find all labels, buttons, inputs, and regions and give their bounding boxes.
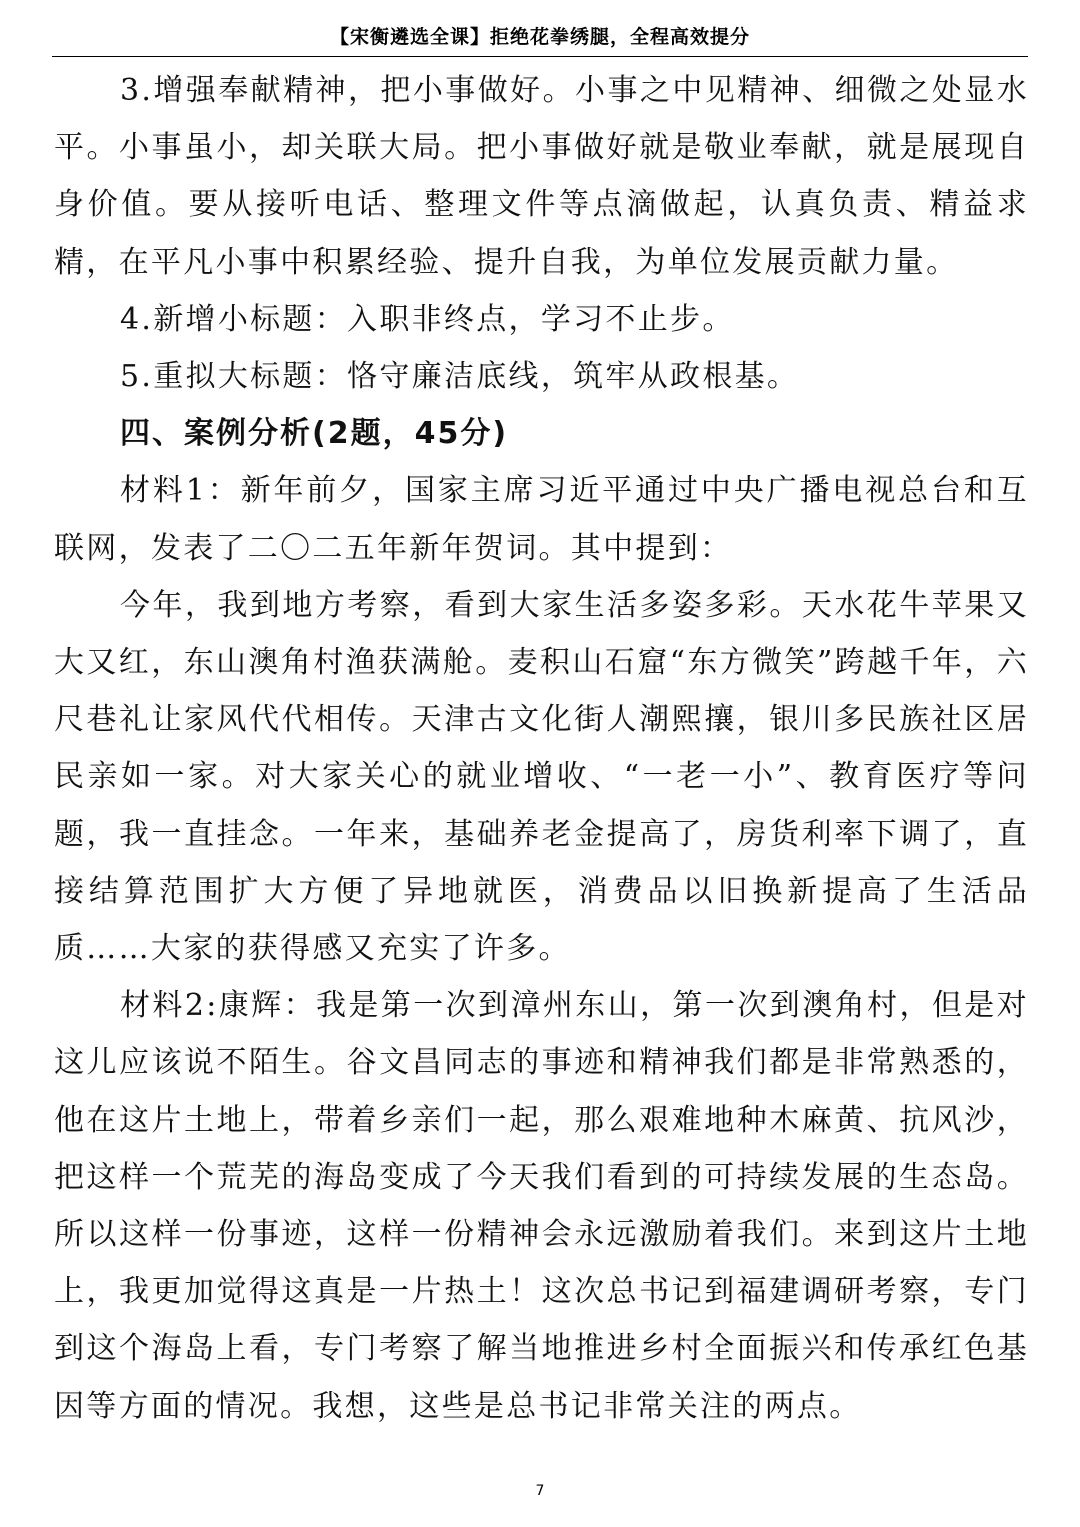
paragraph-point-5: 5.重拟大标题：恪守廉洁底线，筑牢从政根基。	[120, 359, 800, 395]
paragraph-material-2: 材料2:康辉：我是第一次到漳州东山，第一次到澳角村，但是对这儿应该说不陌生。谷文昌同志的事迹和精神我们都是非常熟悉的，他在这片土地上，带着乡亲们一起，那么艰难地种木麻黄、抗风沙，把这样一个荒芜的海岛变成了今天我们看到的可持续发展的生态岛。所以这样一份事迹，这样一份精神会永远激励着我们。来到这片土地上，我更加觉得这真是一片热土！这次总书记到福建调研考察，专门到这个海岛上看，专门考察了解当地推进乡村全面振兴和传承红色基因等方面的情况。我想，这些是总书记非常关注的两点。	[54, 988, 1029, 1424]
section-heading-case-analysis: 四、案例分析(2题，45分)	[120, 416, 509, 452]
header-divider	[52, 56, 1028, 57]
header-title: 【宋衡遴选全课】拒绝花拳绣腿，全程高效提分	[329, 26, 750, 48]
paragraph-material-1: 材料1：新年前夕，国家主席习近平通过中央广播电视总台和互联网，发表了二〇二五年新年贺词。其中提到：	[54, 473, 1029, 566]
page-header	[0, 0, 1080, 62]
paragraph-point-3: 3.增强奉献精神，把小事做好。小事之中见精神、细微之处显水平。小事虽小，却关联大局。把小事做好就是敬业奉献，就是展现自身价值。要从接听电话、整理文件等点滴做起，认真负责、精益求精，在平凡小事中积累经验、提升自我，为单位发展贡献力量。	[54, 73, 1029, 280]
page-number: 7	[535, 1483, 545, 1499]
document-body	[54, 62, 1029, 1435]
paragraph-new-year-quote: 今年，我到地方考察，看到大家生活多姿多彩。天水花牛苹果又大又红，东山澳角村渔获满舱。麦积山石窟“东方微笑”跨越千年，六尺巷礼让家风代代相传。天津古文化街人潮熙攘，银川多民族社区居民亲如一家。对大家关心的就业增收、“一老一小”、教育医疗等问题，我一直挂念。一年来，基础养老金提高了，房货利率下调了，直接结算范围扩大方便了异地就医，消费品以旧换新提高了生活品质……大家的获得感又充实了许多。	[54, 587, 1029, 967]
paragraph-point-4: 4.新增小标题：入职非终点，学习不止步。	[120, 301, 735, 337]
